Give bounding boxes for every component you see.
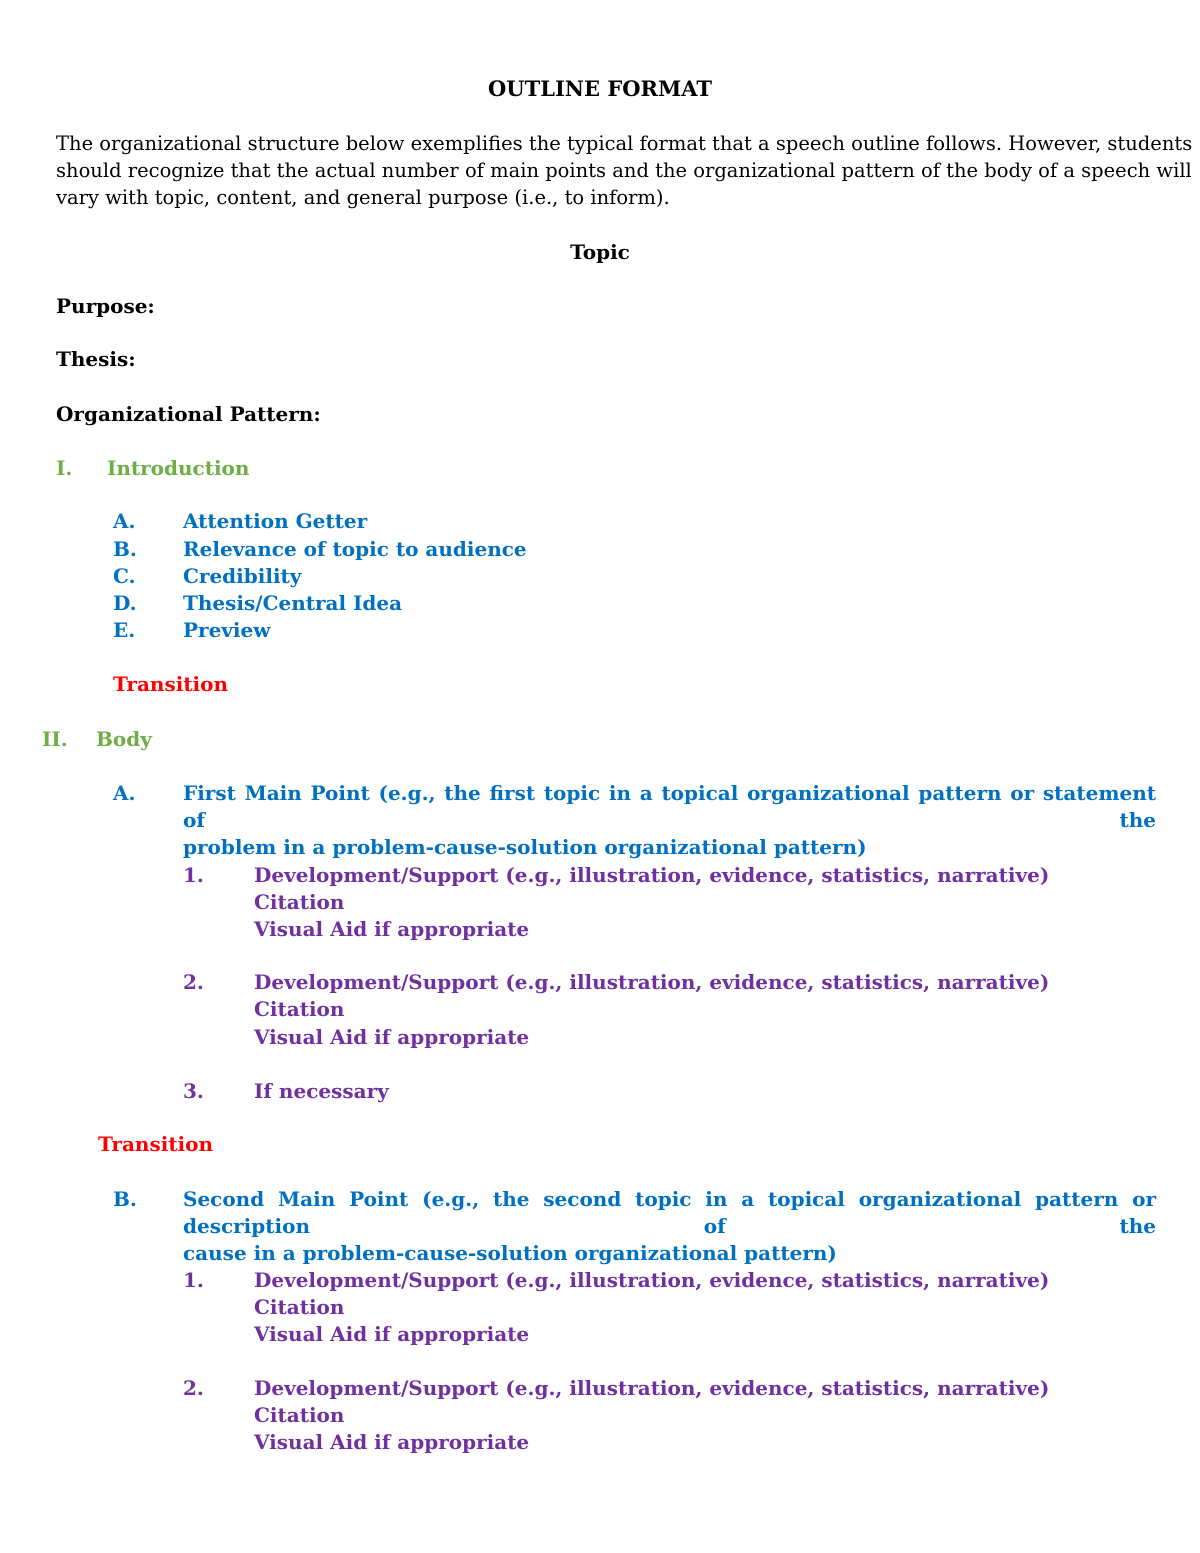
sub-point-line: Citation: [254, 997, 345, 1021]
sub-point-line: Development/Support (e.g., illustration, evidence, statistics, narrative): [254, 970, 1050, 994]
intro-item-letter: E.: [113, 618, 136, 642]
section-numeral-body: II.: [42, 727, 68, 751]
section-heading-intro: Introduction: [107, 456, 250, 480]
intro-line: vary with topic, content, and general purpose (i.e., to inform).: [56, 186, 670, 209]
main-point-line: First Main Point (e.g., the first topic in a topical organizational pattern or statement of the: [183, 781, 1156, 832]
main-point-text: [183, 1186, 1156, 1267]
sub-point-line: Citation: [254, 1295, 345, 1319]
intro-item-text: Thesis/Central Idea: [183, 591, 403, 615]
main-point-letter: B.: [113, 1187, 137, 1211]
main-point-line: cause in a problem-cause-solution organizational pattern): [183, 1241, 837, 1265]
sub-point-line: Citation: [254, 890, 345, 914]
sub-point-line: Development/Support (e.g., illustration, evidence, statistics, narrative): [254, 863, 1050, 887]
transition-label: Transition: [113, 672, 229, 696]
sub-point-line: Development/Support (e.g., illustration, evidence, statistics, narrative): [254, 1376, 1050, 1400]
purpose-label: Purpose:: [56, 294, 155, 318]
intro-line: The organizational structure below exemplifies the typical format that a speech outline follows. However, students: [56, 132, 1193, 155]
transition-label: Transition: [98, 1132, 214, 1156]
section-numeral-intro: I.: [56, 456, 73, 480]
intro-item-letter: B.: [113, 537, 137, 561]
intro-line: should recognize that the actual number of main points and the organizational pattern of the body of a speech will: [56, 159, 1192, 182]
intro-item-letter: C.: [113, 564, 136, 588]
sub-point-number: 1.: [183, 1268, 204, 1292]
sub-point-line: If necessary: [254, 1079, 389, 1103]
section-heading-body: Body: [96, 727, 152, 751]
main-point-line: Second Main Point (e.g., the second topic in a topical organizational pattern or description of the: [183, 1187, 1156, 1238]
sub-point-number: 2.: [183, 1376, 204, 1400]
intro-item-letter: D.: [113, 591, 137, 615]
sub-point-line: Visual Aid if appropriate: [254, 1025, 530, 1049]
intro-item-text: Credibility: [183, 564, 302, 588]
sub-point-line: Visual Aid if appropriate: [254, 1322, 530, 1346]
main-point-letter: A.: [113, 781, 136, 805]
topic-heading: Topic: [570, 240, 630, 264]
sub-point-line: Development/Support (e.g., illustration, evidence, statistics, narrative): [254, 1268, 1050, 1292]
sub-point-number: 1.: [183, 863, 204, 887]
sub-point-number: 3.: [183, 1079, 204, 1103]
intro-item-text: Relevance of topic to audience: [183, 537, 527, 561]
sub-point-line: Visual Aid if appropriate: [254, 917, 530, 941]
main-point-line: problem in a problem-cause-solution organizational pattern): [183, 835, 867, 859]
intro-item-letter: A.: [113, 509, 136, 533]
intro-item-text: Preview: [183, 618, 271, 642]
sub-point-line: Citation: [254, 1403, 345, 1427]
thesis-label: Thesis:: [56, 347, 136, 371]
organizational-pattern-label: Organizational Pattern:: [56, 402, 321, 426]
sub-point-number: 2.: [183, 970, 204, 994]
document-title: OUTLINE FORMAT: [487, 76, 712, 101]
intro-paragraph: [56, 130, 1193, 211]
sub-point-line: Visual Aid if appropriate: [254, 1430, 530, 1454]
main-point-text: [183, 780, 1156, 861]
intro-item-text: Attention Getter: [183, 509, 368, 533]
